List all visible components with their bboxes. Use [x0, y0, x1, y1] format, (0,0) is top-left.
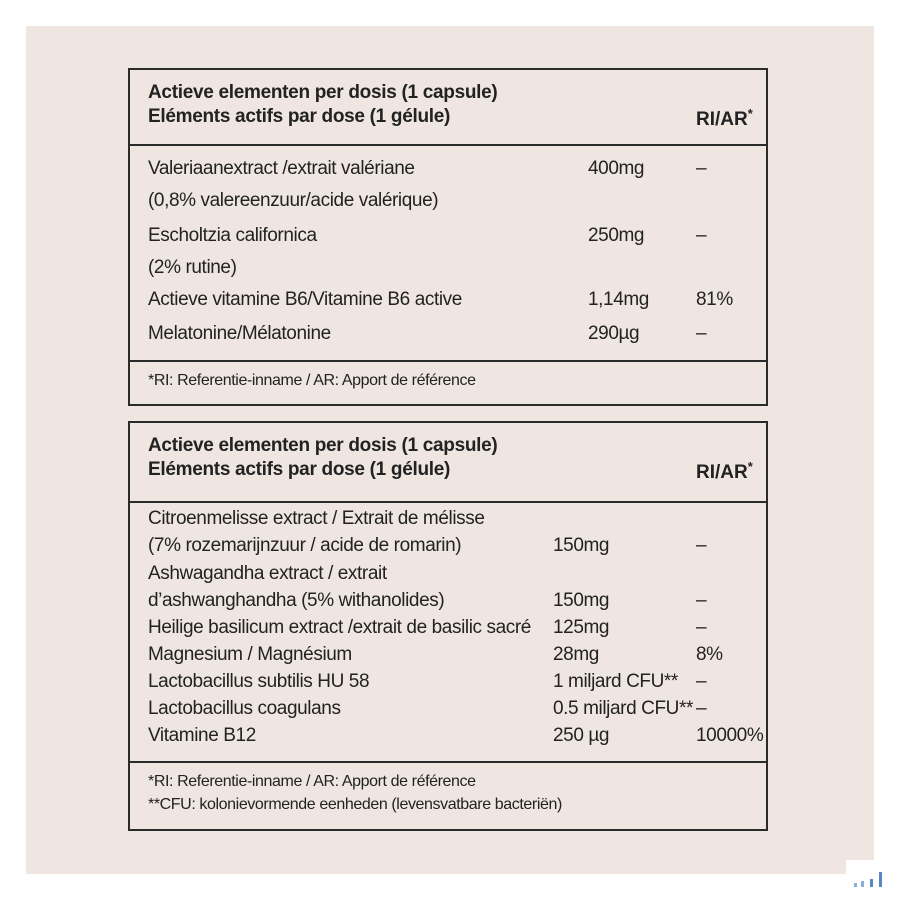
table-row: [130, 190, 766, 216]
ingredient-name: Melatonine/Mélatonine: [148, 323, 331, 344]
table-row: [130, 563, 766, 589]
ingredient-name: Ashwagandha extract / extrait: [148, 563, 387, 584]
footnote-ri: *RI: Referentie-inname / AR: Apport de référence: [148, 372, 476, 389]
table-row: [130, 257, 766, 283]
header-title-fr: Eléments actifs par dose (1 gélule): [148, 459, 451, 480]
ingredient-ri: –: [696, 617, 707, 638]
ingredient-name: (0,8% valereenzuur/acide valérique): [148, 190, 439, 211]
header-title-fr: Eléments actifs par dose (1 gélule): [148, 106, 451, 127]
ingredient-name: Heilige basilicum extract /extrait de basilic sacré: [148, 617, 531, 638]
ingredient-amount: 0.5 miljard CFU**: [553, 698, 693, 719]
nutrition-table-1: [128, 68, 768, 406]
ri-column-header: RI/AR*: [696, 106, 753, 130]
ingredient-amount: 150mg: [553, 590, 610, 611]
table-header: [130, 423, 766, 503]
ingredient-name: Vitamine B12: [148, 725, 256, 746]
ingredient-amount: 250mg: [588, 225, 645, 246]
table-row: [130, 158, 766, 184]
footnote-cfu: **CFU: kolonievormende eenheden (levensvatbare bacteriën): [148, 796, 562, 813]
ingredient-ri: 81%: [696, 289, 733, 310]
table-row: [130, 590, 766, 616]
ingredient-amount: 1 miljard CFU**: [553, 671, 678, 692]
ingredient-name: Lactobacillus subtilis HU 58: [148, 671, 370, 692]
ingredient-amount: 290µg: [588, 323, 640, 344]
ingredient-ri: 10000%: [696, 725, 764, 746]
ingredient-amount: 28mg: [553, 644, 599, 665]
table-row: [130, 508, 766, 534]
brand-logo: [846, 860, 890, 900]
ingredient-ri: –: [696, 535, 707, 556]
ri-column-header: RI/AR*: [696, 459, 753, 483]
ingredient-name: (2% rutine): [148, 257, 237, 278]
ingredient-amount: 125mg: [553, 617, 610, 638]
ingredient-ri: –: [696, 590, 707, 611]
header-title-nl: Actieve elementen per dosis (1 capsule): [148, 82, 498, 103]
table-row: [130, 644, 766, 670]
ingredient-name: d’ashwanghandha (5% withanolides): [148, 590, 445, 611]
ingredient-name: Actieve vitamine B6/Vitamine B6 active: [148, 289, 462, 310]
table-row: [130, 225, 766, 251]
ingredient-name: Lactobacillus coagulans: [148, 698, 341, 719]
ingredient-name: Valeriaanextract /extrait valériane: [148, 158, 415, 179]
table-footnotes: [130, 761, 766, 829]
table-row: [130, 535, 766, 561]
ingredient-amount: 400mg: [588, 158, 645, 179]
ingredient-amount: 250 µg: [553, 725, 610, 746]
nutrition-table-2: [128, 421, 768, 831]
table-footnotes: [130, 360, 766, 404]
ingredient-name: (7% rozemarijnzuur / acide de romarin): [148, 535, 462, 556]
table-header: [130, 70, 766, 146]
table-row: [130, 323, 766, 349]
ingredient-ri: –: [696, 225, 707, 246]
ingredient-ri: –: [696, 698, 707, 719]
ingredient-ri: –: [696, 671, 707, 692]
header-title-nl: Actieve elementen per dosis (1 capsule): [148, 435, 498, 456]
ingredient-name: Magnesium / Magnésium: [148, 644, 352, 665]
table-row: [130, 671, 766, 697]
ingredient-name: Citroenmelisse extract / Extrait de mélisse: [148, 508, 485, 529]
footnote-ri: *RI: Referentie-inname / AR: Apport de référence: [148, 773, 476, 790]
table-row: [130, 698, 766, 724]
ingredient-name: Escholtzia californica: [148, 225, 317, 246]
table-row: [130, 289, 766, 315]
ingredient-ri: –: [696, 323, 707, 344]
ingredient-ri: –: [696, 158, 707, 179]
ingredient-amount: 1,14mg: [588, 289, 649, 310]
table-row: [130, 617, 766, 643]
ingredient-ri: 8%: [696, 644, 723, 665]
table-row: [130, 725, 766, 751]
ingredient-amount: 150mg: [553, 535, 610, 556]
